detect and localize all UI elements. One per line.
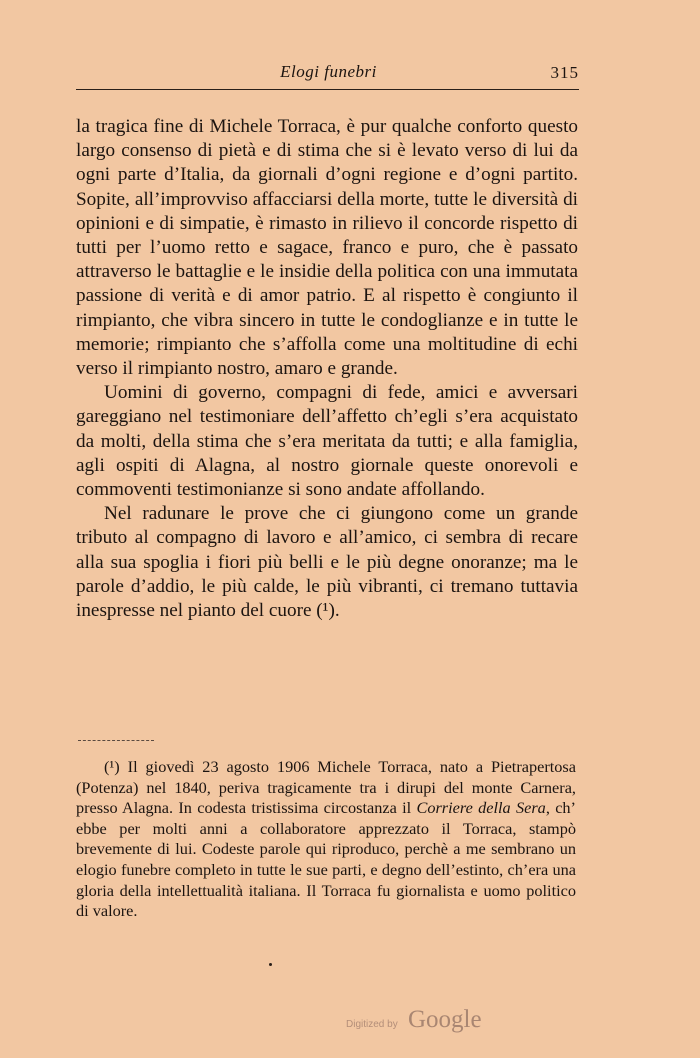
footnote-text-after: , ch’ ebbe per molti anni a collaboratore apprezzato il Torraca, stampò brevemente di lui. Codeste parole qui riproduco, perchè a me sembrano un elogio funebre completo in tutte le sue parti, e degno dell’estinto, ch’era una gloria della intellettualità italiana. Il Torraca fu giornalista e uomo politico di valore. <box>76 798 576 921</box>
footnote-marker: (¹) <box>104 757 120 776</box>
google-logo: Google <box>408 1006 482 1033</box>
digitized-watermark <box>346 1006 491 1040</box>
paragraph-3 <box>76 502 578 623</box>
main-text <box>76 115 578 623</box>
digitized-label: Digitized by <box>346 1019 398 1030</box>
paragraph-3-end: . <box>334 600 340 622</box>
header-rule <box>76 89 579 90</box>
paragraph-1: la tragica fine di Michele Torraca, è pur qualche conforto questo largo consenso di pietà e di stima che si è levato verso di lui da ogni parte d’Italia, da giornali d’ogni regione e d’ogni partito. Sopite, all’improvviso affacciarsi della morte, tutte le diversità di opinioni e di simpatie, è rimasto in rilievo il concorde rispetto di tutti per l’uomo retto e sagace, franco e puro, che è passato attraverso le battaglie e le insidie della politica con una immutata passione di verità e di amor patrio. E al rispetto è congiunto il rimpianto, che vibra sincero in tutte le condoglianze e in tutte le memorie; rimpianto che s’affolla come una moltitudine di echi verso il rimpianto nostro, amaro e grande. <box>76 116 578 380</box>
running-head <box>76 60 581 84</box>
footnote-text-before: Il giovedì 23 agosto 1906 Michele Torraca, nato a Pietrapertosa (Potenza) nel 1840, periva tragicamente tra i dirupi del monte Carnera, presso Alagna. In codesta tristissima circostanza il <box>76 757 576 818</box>
paragraph-3-text: Nel radunare le prove che ci giungono come un grande tributo al compagno di lavoro e all’amico, ci sembra di recare alla sua spoglia i fiori più belli e le più degne onoranze; ma le parole d’addio, le più calde, le più vibranti, ci tremano tuttavia inespresse nel pianto del cuore <box>76 503 578 622</box>
paragraph-2: Uomini di governo, compagni di fede, amici e avversari gareggiano nel testimoniare dell’affetto ch’egli s’era acquistato da molti, della stima che s’era meritata da tutti; e alla famiglia, agli ospiti di Alagna, al nostro giornale queste onorevoli e commoventi testimonianze si sono andate affollando. <box>76 382 578 501</box>
newspaper-title: Corriere della Sera <box>416 798 546 818</box>
page-number: 315 <box>550 63 579 82</box>
footnote-separator <box>78 740 154 741</box>
running-title: Elogi funebri <box>280 62 377 81</box>
footnote <box>76 757 576 922</box>
print-speck <box>269 963 272 966</box>
footnote-reference[interactable]: (¹) <box>316 600 335 622</box>
